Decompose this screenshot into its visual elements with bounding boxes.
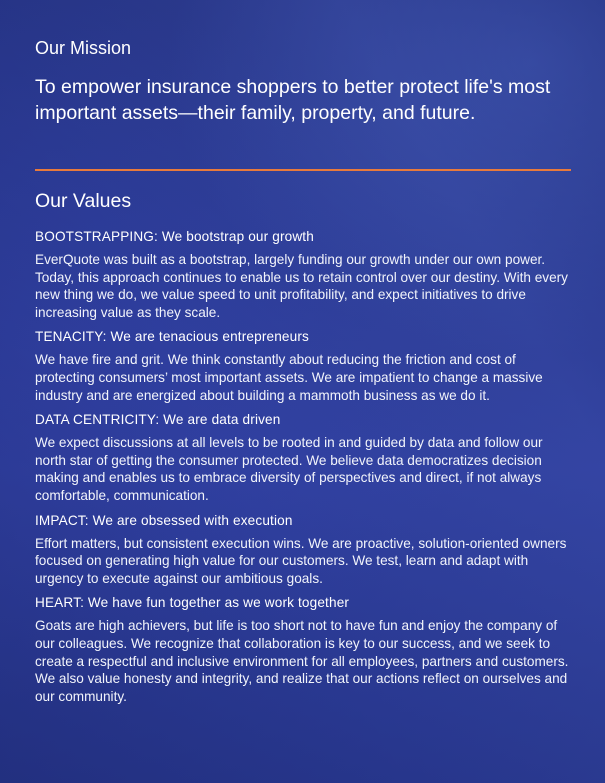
value-description: We have fire and grit. We think constantly about reducing the friction and cost of protecting consumers’ most important assets. We are impatient to change a massive industry and are energized about building a mammoth business as we do it. (35, 352, 543, 403)
mission-statement: To empower insurance shoppers to better protect life's most important assets—their family, property, and future. (35, 76, 551, 124)
value-title: TENACITY: We are tenacious entrepreneurs (35, 329, 309, 345)
value-title: BOOTSTRAPPING: We bootstrap our growth (35, 229, 314, 244)
section-divider (35, 169, 571, 171)
mission-heading: Our Mission (35, 38, 132, 58)
value-title: IMPACT: We are obsessed with execution (35, 512, 293, 528)
value-item-heart (35, 594, 573, 705)
value-item-tenacity (35, 328, 573, 404)
value-description: Effort matters, but consistent execution wins. We are proactive, solution-oriented owners focused on generating high value for our customers. We test, learn and adapt with urgency to execute against our ambitious goals. (35, 535, 567, 586)
value-description: Goats are high achievers, but life is too short not to have fun and enjoy the company of our colleagues. We recognize that collaboration is key to our success, and we seek to create a respectful and inclusive environment for all employees, partners and customers. We also value honesty and integrity, and realize that our actions reflect on ourselves and our community. (35, 618, 569, 704)
values-heading: Our Values (35, 190, 132, 212)
value-title: DATA CENTRICITY: We are data driven (35, 412, 281, 428)
value-item-bootstrapping (35, 228, 573, 321)
value-description: EverQuote was built as a bootstrap, largely funding our growth under our own power. Today, this approach continues to enable us to retain control over our destiny. With every new thing we do, we value speed to unit profitability, and expect initiatives to drive increasing value as they scale. (35, 252, 568, 320)
values-list (35, 228, 573, 712)
value-description: We expect discussions at all levels to be rooted in and guided by data and follow our north star of getting the consumer protected. We believe data democratizes decision making and enables us to embrace diversity of perspectives and direct, if not always comfortable, communication. (35, 435, 543, 503)
value-item-impact (35, 512, 573, 588)
value-title: HEART: We have fun together as we work together (35, 595, 350, 611)
value-item-data-centricity (35, 411, 573, 504)
